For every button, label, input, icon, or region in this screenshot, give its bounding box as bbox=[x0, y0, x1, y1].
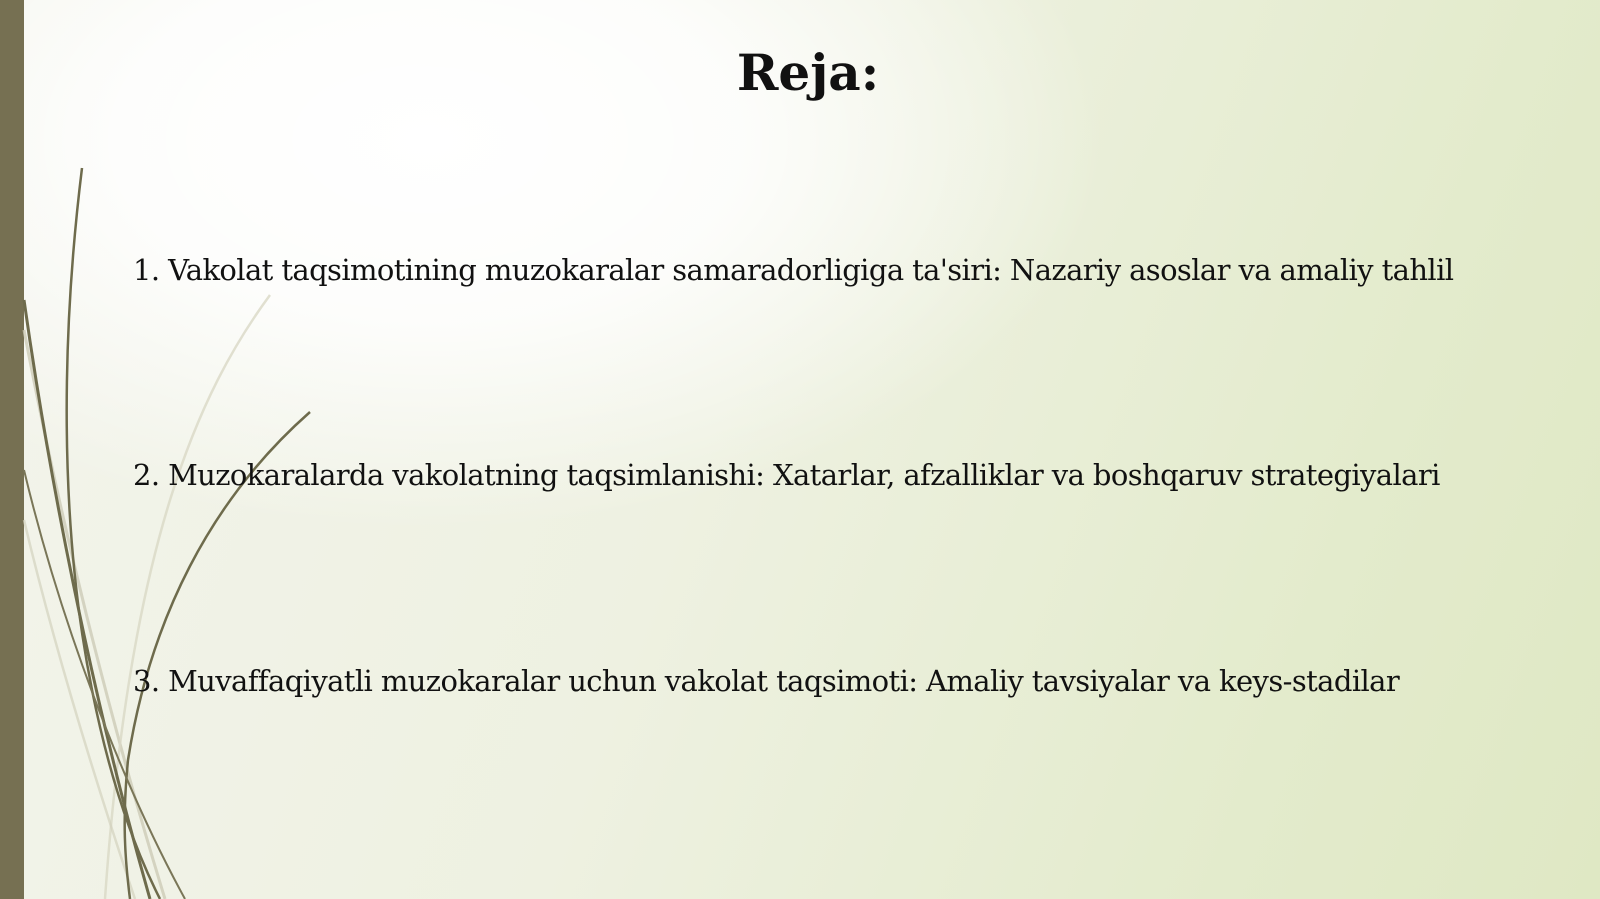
plan-item-3: 3. Muvaffaqiyatli muzokaralar uchun vakolat taqsimoti: Amaliy tavsiyalar va keys-stadilar bbox=[133, 664, 1400, 698]
plan-item-1: 1. Vakolat taqsimotining muzokaralar samaradorligiga ta'siri: Nazariy asoslar va amaliy tahlil bbox=[133, 253, 1454, 287]
grass-decoration bbox=[0, 0, 360, 899]
slide-title: Reja: bbox=[736, 43, 880, 102]
plan-item-2: 2. Muzokaralarda vakolatning taqsimlanishi: Xatarlar, afzalliklar va boshqaruv strategiyalari bbox=[133, 458, 1440, 492]
